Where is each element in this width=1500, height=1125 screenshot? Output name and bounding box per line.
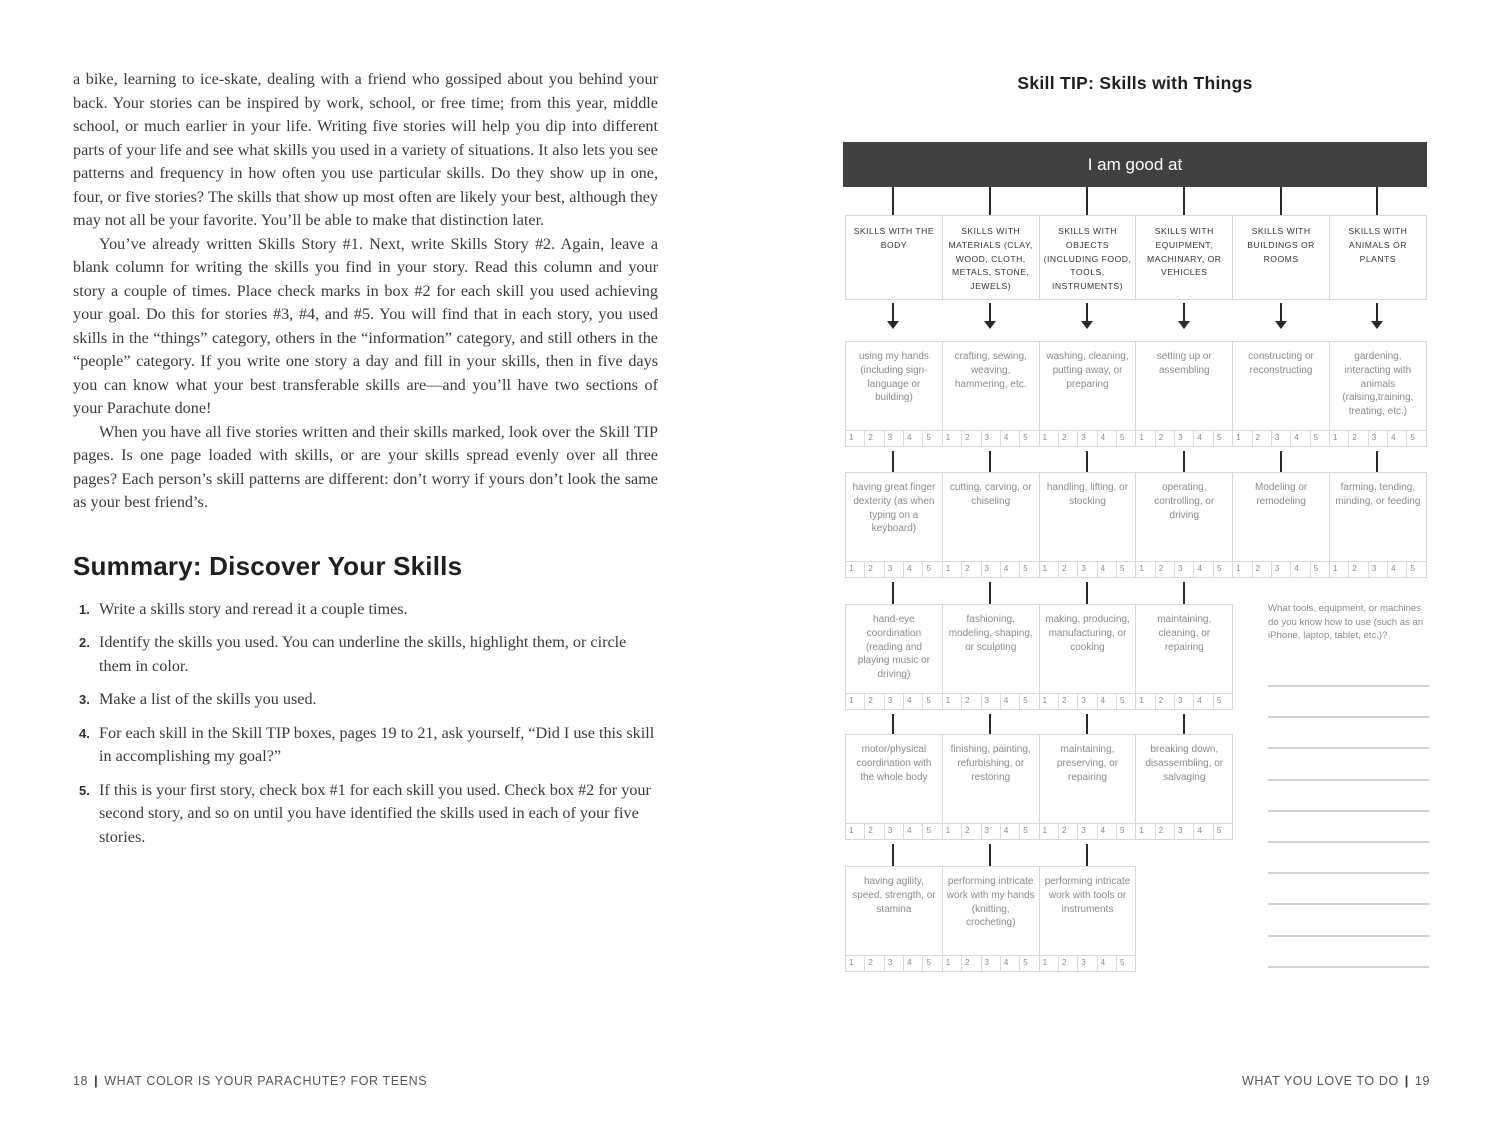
connector-line	[892, 451, 894, 472]
story-checkbox[interactable]: 5	[1023, 826, 1028, 835]
story-checkbox[interactable]: 2	[1156, 824, 1175, 839]
skill-label: hand-eye coordination (reading and playing music or driving)	[857, 614, 931, 681]
story-checkboxes	[1136, 561, 1232, 577]
skill-label: using my hands (including sign-language or building)	[858, 351, 929, 404]
story-checkbox[interactable]: 5	[1313, 433, 1319, 442]
connector-line	[1280, 303, 1282, 321]
story-checkbox[interactable]: 4	[1001, 431, 1020, 446]
skill-box	[1039, 734, 1137, 840]
story-checkbox[interactable]: 4	[1098, 824, 1117, 839]
summary-item	[73, 779, 658, 850]
story-checkboxes	[1233, 430, 1329, 446]
story-checkbox[interactable]: 3	[982, 562, 1001, 577]
arrow-down-icon	[1275, 321, 1287, 329]
arrow-down-icon	[984, 321, 996, 329]
connector-line	[989, 451, 991, 472]
story-checkbox[interactable]: 5	[1313, 564, 1319, 573]
story-checkbox[interactable]: 3	[885, 956, 904, 971]
story-checkbox[interactable]: 2	[1156, 562, 1175, 577]
story-checkbox[interactable]: 1	[846, 562, 865, 577]
summary-item-number: 2.	[79, 635, 90, 650]
arrow-down-icon	[1081, 321, 1093, 329]
story-checkbox[interactable]: 3	[1078, 431, 1097, 446]
connector-line	[1280, 451, 1282, 472]
story-checkbox[interactable]: 4	[904, 694, 923, 709]
story-checkbox[interactable]: 5	[1120, 958, 1125, 967]
story-checkboxes	[1040, 430, 1136, 446]
summary-item-number: 5.	[79, 782, 90, 798]
summary-item-number: 4.	[79, 725, 90, 741]
story-checkboxes	[1040, 693, 1136, 709]
story-checkbox[interactable]: 2	[1253, 431, 1272, 446]
skill-label: setting up or assembling	[1156, 351, 1212, 376]
story-checkbox[interactable]: 3	[885, 824, 904, 839]
story-checkbox[interactable]: 2	[1349, 431, 1368, 446]
skill-label: crafting, sewing, weaving, hammering, etc.	[954, 351, 1027, 390]
story-checkbox[interactable]: 1	[1136, 694, 1155, 709]
connector-line	[989, 303, 991, 321]
story-checkbox[interactable]: 1	[1330, 562, 1349, 577]
story-checkbox[interactable]: 1	[1233, 431, 1252, 446]
story-checkbox[interactable]: 1	[1330, 431, 1349, 446]
story-checkbox[interactable]: 3	[1175, 694, 1194, 709]
connector-line	[989, 714, 991, 734]
story-checkbox[interactable]: 5	[1410, 564, 1415, 573]
answer-line[interactable]	[1268, 966, 1429, 968]
summary-item	[73, 688, 658, 712]
story-checkboxes	[846, 823, 942, 839]
story-checkbox[interactable]: 3	[1078, 694, 1097, 709]
skill-box	[1135, 341, 1233, 447]
skill-label: having agility, speed, strength, or stamina	[852, 876, 936, 915]
story-checkbox[interactable]: 2	[865, 431, 884, 446]
story-checkbox[interactable]: 2	[865, 824, 884, 839]
left-page	[73, 68, 658, 859]
story-checkbox[interactable]: 1	[846, 824, 865, 839]
summary-item-text: For each skill in the Skill TIP boxes, pages 19 to 21, ask yourself, “Did I use this skill in accomplishing my goal?”	[99, 723, 655, 765]
story-checkbox[interactable]: 3	[1078, 562, 1097, 577]
story-checkbox[interactable]: 5	[1120, 826, 1125, 835]
category-box: SKILLS WITH THE BODY	[845, 215, 943, 300]
story-checkbox[interactable]: 4	[1001, 824, 1020, 839]
story-checkboxes	[1233, 561, 1329, 577]
connector-line	[1280, 187, 1282, 215]
story-checkboxes	[846, 561, 942, 577]
story-checkbox[interactable]: 2	[865, 956, 884, 971]
story-checkbox[interactable]: 5	[926, 564, 931, 573]
story-checkbox[interactable]: 1	[1136, 431, 1155, 446]
skill-label: finishing, painting, refurbishing, or restoring	[950, 744, 1031, 783]
summary-list	[73, 598, 658, 850]
answer-line[interactable]	[1268, 903, 1429, 905]
story-checkbox[interactable]: 5	[926, 826, 931, 835]
story-checkboxes	[846, 693, 942, 709]
connector-line	[1086, 451, 1088, 472]
story-checkbox[interactable]: 1	[1040, 431, 1059, 446]
connector-line	[989, 844, 991, 866]
story-checkbox[interactable]: 4	[1388, 562, 1407, 577]
story-checkbox[interactable]: 3	[982, 694, 1001, 709]
connector-line	[1086, 844, 1088, 866]
story-checkbox[interactable]: 5	[1023, 958, 1028, 967]
story-checkbox[interactable]: 4	[1194, 694, 1213, 709]
story-checkbox[interactable]: 1	[1233, 562, 1252, 577]
skill-label: washing, cleaning, putting away, or preparing	[1046, 351, 1129, 390]
connector-line	[892, 582, 894, 604]
story-checkboxes	[1040, 561, 1136, 577]
story-checkbox[interactable]: 3	[1078, 824, 1097, 839]
story-checkboxes	[943, 823, 1039, 839]
skill-label: handling, lifting, or stocking	[1046, 482, 1129, 507]
skill-label: Modeling or remodeling	[1254, 482, 1308, 507]
skill-box	[942, 604, 1040, 710]
story-checkbox[interactable]: 1	[943, 694, 962, 709]
connector-line	[1183, 303, 1185, 321]
story-checkbox[interactable]: 5	[1216, 433, 1222, 442]
running-title: WHAT COLOR IS YOUR PARACHUTE? FOR TEENS	[104, 1074, 428, 1088]
summary-item	[73, 722, 658, 769]
story-checkboxes	[1330, 430, 1426, 446]
story-checkbox[interactable]: 4	[1098, 956, 1117, 971]
story-checkbox[interactable]: 3	[982, 956, 1001, 971]
page-number: 18	[73, 1074, 89, 1088]
skill-label: performing intricate work with my hands (knitting, crocheting)	[946, 876, 1035, 929]
story-checkbox[interactable]: 5	[1120, 433, 1125, 442]
story-checkbox[interactable]: 1	[943, 562, 962, 577]
story-checkbox[interactable]: 3	[1175, 431, 1194, 446]
story-checkboxes	[943, 955, 1039, 971]
skill-box	[1135, 604, 1233, 710]
connector-line	[989, 187, 991, 215]
skill-box	[1039, 472, 1137, 578]
story-checkbox[interactable]: 3	[1369, 431, 1388, 446]
skill-label: fashioning, modeling, shaping, or sculpting	[948, 614, 1033, 653]
story-checkboxes	[1136, 693, 1232, 709]
story-checkbox[interactable]: 5	[1023, 433, 1028, 442]
story-checkbox[interactable]: 5	[926, 958, 931, 967]
body-paragraph-2: You’ve already written Skills Story #1. Next, write Skills Story #2. Again, leave a blank column for writing the skills you find in your story. Read this column and your story a couple of times. Place check marks in box #2 for each skill you used achieving your goal. Do this for stories #3, #4, and #5. You will find that in each story, you used skills in the “things” category, others in the “information” category, and still others in the “people” category. If you write one story a day and fill in your skills, then in five days you can know what your best transferable skills are—and you’ll have two sections of your Parachute done!	[73, 234, 658, 417]
summary-item-text: Make a list of the skills you used.	[99, 690, 317, 708]
connector-line	[892, 714, 894, 734]
skill-label: gardening, interacting with animals (raising,training, treating, etc.)	[1342, 351, 1414, 418]
story-checkbox[interactable]: 4	[1291, 562, 1310, 577]
skill-label: constructing or reconstructing	[1248, 351, 1314, 376]
answer-line[interactable]	[1268, 747, 1429, 749]
connector-line	[1183, 451, 1185, 472]
skill-label: motor/physical coordination with the whole body	[856, 744, 932, 783]
skill-box	[942, 472, 1040, 578]
skill-label: operating, controlling, or driving	[1154, 482, 1215, 521]
story-checkboxes	[943, 430, 1039, 446]
skill-box	[1039, 866, 1137, 972]
story-checkbox[interactable]: 3	[885, 562, 904, 577]
summary-item-text: Write a skills story and reread it a couple times.	[99, 599, 408, 618]
story-checkbox[interactable]: 4	[1098, 562, 1117, 577]
story-checkbox[interactable]: 5	[1216, 564, 1222, 573]
arrow-down-icon	[1178, 321, 1190, 329]
body-paragraph-3: When you have all five stories written and their skills marked, look over the Skill TIP pages. Is one page loaded with skills, or are your skills spread evenly over all three pages? Each person’s skill patterns are different: don’t worry if yours don’t look the same as your best friend’s.	[73, 422, 658, 511]
connector-line	[989, 582, 991, 604]
skill-box	[1135, 472, 1233, 578]
story-checkbox[interactable]: 4	[904, 824, 923, 839]
left-page-footer	[73, 1074, 427, 1088]
story-checkboxes	[943, 561, 1039, 577]
story-checkbox[interactable]: 2	[962, 431, 981, 446]
answer-line[interactable]	[1268, 810, 1429, 812]
answer-line[interactable]	[1268, 935, 1429, 937]
story-checkbox[interactable]: 2	[1253, 562, 1272, 577]
skill-label: cutting, carving, or chiseling	[949, 482, 1032, 507]
right-page-footer	[1242, 1074, 1430, 1088]
skill-box	[845, 866, 943, 972]
story-checkbox[interactable]: 5	[1120, 564, 1125, 573]
story-checkbox[interactable]: 2	[962, 956, 981, 971]
skill-box	[845, 604, 943, 710]
story-checkbox[interactable]: 2	[1349, 562, 1368, 577]
story-checkbox[interactable]: 2	[1059, 694, 1078, 709]
story-checkbox[interactable]: 2	[962, 562, 981, 577]
story-checkbox[interactable]: 5	[926, 433, 931, 442]
connector-line	[892, 303, 894, 321]
skill-label: maintaining, cleaning, or repairing	[1157, 614, 1212, 653]
summary-item-number: 1.	[79, 601, 90, 617]
story-checkbox[interactable]: 5	[926, 696, 931, 705]
story-checkbox[interactable]: 1	[1136, 824, 1155, 839]
page-number: 19	[1414, 1074, 1430, 1088]
story-checkbox[interactable]: 4	[904, 431, 923, 446]
answer-line[interactable]	[1268, 779, 1429, 781]
connector-line	[1376, 187, 1378, 215]
skill-box	[942, 866, 1040, 972]
story-checkbox[interactable]: 1	[846, 431, 865, 446]
skill-label: maintaining, preserving, or repairing	[1056, 744, 1119, 783]
story-checkbox[interactable]: 4	[904, 956, 923, 971]
story-checkboxes	[1040, 955, 1136, 971]
connector-line	[1376, 451, 1378, 472]
category-box: SKILLS WITH MATERIALS (CLAY, WOOD, CLOTH, METALS, STONE, JEWELS)	[942, 215, 1040, 300]
story-checkboxes	[846, 955, 942, 971]
running-title: WHAT YOU LOVE TO DO	[1241, 1074, 1399, 1088]
connector-line	[1376, 303, 1378, 321]
story-checkbox[interactable]: 3	[885, 431, 904, 446]
skill-box	[845, 472, 943, 578]
story-checkboxes	[943, 693, 1039, 709]
story-checkbox[interactable]: 4	[1001, 562, 1020, 577]
story-checkbox[interactable]: 1	[1040, 824, 1059, 839]
story-checkbox[interactable]: 1	[943, 431, 962, 446]
answer-line[interactable]	[1268, 841, 1429, 843]
skill-label: breaking down, disassembling, or salvaging	[1145, 744, 1224, 783]
connector-line	[1183, 714, 1185, 734]
story-checkbox[interactable]: 5	[1216, 696, 1222, 705]
story-checkbox[interactable]: 2	[962, 694, 981, 709]
connector-line	[1086, 582, 1088, 604]
story-checkbox[interactable]: 3	[1369, 562, 1388, 577]
story-checkbox[interactable]: 4	[1001, 956, 1020, 971]
skill-tip-title: Skill TIP: Skills with Things	[1017, 73, 1253, 93]
answer-line[interactable]	[1268, 685, 1429, 687]
skill-box	[845, 341, 943, 447]
story-checkbox[interactable]: 2	[1059, 562, 1078, 577]
story-checkbox[interactable]: 5	[1410, 433, 1415, 442]
story-checkbox[interactable]: 3	[885, 694, 904, 709]
arrow-down-icon	[1371, 321, 1383, 329]
answer-line[interactable]	[1268, 716, 1429, 718]
skill-box	[1039, 341, 1137, 447]
story-checkbox[interactable]: 4	[904, 562, 923, 577]
summary-item-number: 3.	[79, 692, 90, 707]
story-checkbox[interactable]: 4	[1098, 431, 1117, 446]
skill-box	[1232, 341, 1330, 447]
story-checkbox[interactable]: 4	[1194, 562, 1213, 577]
story-checkbox[interactable]: 2	[865, 562, 884, 577]
body-paragraph-1: a bike, learning to ice-skate, dealing with a friend who gossiped about you behind your back. Your stories can be inspired by work, school, or free time; from this year, middle school, or much earlier in your life. Writing five stories will help you dip into different parts of your life and see what skills you used in a variety of situations. It also lets you see patterns and frequency in how often you use particular skills. Do they show up in one, four, or five stories? The skills that show up most often are likely your best, although they may not all be your favorite. You’ll be able to make that distinction later.	[73, 70, 658, 229]
story-checkbox[interactable]: 2	[1059, 431, 1078, 446]
story-checkbox[interactable]: 2	[865, 694, 884, 709]
summary-item	[73, 631, 658, 678]
story-checkboxes	[846, 430, 942, 446]
footer-separator: |	[1404, 1074, 1409, 1088]
story-checkbox[interactable]: 3	[1078, 956, 1097, 971]
story-checkbox[interactable]: 2	[1059, 824, 1078, 839]
i-am-good-at-banner	[843, 142, 1427, 187]
story-checkbox[interactable]: 5	[1023, 564, 1028, 573]
skill-box	[1135, 734, 1233, 840]
story-checkbox[interactable]: 1	[846, 956, 865, 971]
story-checkbox[interactable]: 1	[1136, 562, 1155, 577]
connector-line	[892, 187, 894, 215]
story-checkbox[interactable]: 3	[982, 431, 1001, 446]
connector-line	[1183, 187, 1185, 215]
connector-line	[1183, 582, 1185, 604]
skill-label: performing intricate work with tools or instruments	[1044, 876, 1131, 915]
story-checkbox[interactable]: 1	[943, 824, 962, 839]
connector-line	[1086, 187, 1088, 215]
category-box: SKILLS WITH BUILDINGS OR ROOMS	[1232, 215, 1330, 300]
skill-label: farming, tending, minding, or feeding	[1335, 482, 1421, 507]
story-checkbox[interactable]: 3	[1272, 562, 1291, 577]
story-checkbox[interactable]: 1	[943, 956, 962, 971]
skill-box	[1329, 472, 1427, 578]
story-checkbox[interactable]: 1	[846, 694, 865, 709]
skill-label: making, producing, manufacturing, or cooking	[1045, 614, 1130, 653]
story-checkboxes	[1136, 430, 1232, 446]
story-checkbox[interactable]: 5	[1023, 696, 1028, 705]
category-box: SKILLS WITH EQUIPMENT, MACHINARY, OR VEHICLES	[1135, 215, 1233, 300]
answer-line[interactable]	[1268, 872, 1429, 874]
story-checkbox[interactable]: 4	[1194, 431, 1213, 446]
story-checkbox[interactable]: 5	[1216, 826, 1222, 835]
skill-box	[1039, 604, 1137, 710]
footer-separator: |	[94, 1074, 99, 1088]
connector-line	[892, 844, 894, 866]
story-checkboxes	[1136, 823, 1232, 839]
story-checkbox[interactable]: 5	[1120, 696, 1125, 705]
summary-item-text: If this is your first story, check box #1 for each skill you used. Check box #2 for your second story, and so on until you have identified the skills used in each of your five stories.	[99, 780, 651, 846]
story-checkbox[interactable]: 1	[1040, 956, 1059, 971]
story-checkbox[interactable]: 1	[1040, 562, 1059, 577]
story-checkbox[interactable]: 2	[1059, 956, 1078, 971]
skill-box	[845, 734, 943, 840]
skill-box	[942, 341, 1040, 447]
tools-question: What tools, equipment, or machines do you know how to use (such as an iPhone, laptop, tablet, etc.)?	[1268, 603, 1424, 642]
story-checkbox[interactable]: 2	[962, 824, 981, 839]
skill-box	[1329, 341, 1427, 447]
connector-line	[1086, 714, 1088, 734]
summary-heading: Summary: Discover Your Skills	[73, 550, 463, 581]
story-checkboxes	[1330, 561, 1426, 577]
story-checkbox[interactable]: 4	[1388, 431, 1407, 446]
skill-box	[1232, 472, 1330, 578]
story-checkbox[interactable]: 1	[1040, 694, 1059, 709]
story-checkbox[interactable]: 3	[1272, 431, 1291, 446]
story-checkbox[interactable]: 3	[1175, 562, 1194, 577]
skill-box	[942, 734, 1040, 840]
category-box: SKILLS WITH OBJECTS (INCLUDING FOOD, TOOLS, INSTRUMENTS)	[1039, 215, 1137, 300]
skill-label: having great finger dexterity (as when typing on a keyboard)	[852, 482, 936, 535]
story-checkboxes	[1040, 823, 1136, 839]
story-checkbox[interactable]: 2	[1156, 431, 1175, 446]
story-checkbox[interactable]: 4	[1291, 431, 1310, 446]
story-checkbox[interactable]: 4	[1001, 694, 1020, 709]
story-checkbox[interactable]: 3	[1175, 824, 1194, 839]
category-box: SKILLS WITH ANIMALS OR PLANTS	[1329, 215, 1427, 300]
banner-label: I am good at	[1087, 154, 1183, 174]
story-checkbox[interactable]: 4	[1098, 694, 1117, 709]
story-checkbox[interactable]: 4	[1194, 824, 1213, 839]
summary-item-text: Identify the skills you used. You can underline the skills, highlight them, or circle them in color.	[99, 633, 627, 675]
story-checkbox[interactable]: 3	[982, 824, 1001, 839]
arrow-down-icon	[887, 321, 899, 329]
connector-line	[1086, 303, 1088, 321]
summary-item	[73, 598, 658, 622]
story-checkbox[interactable]: 2	[1156, 694, 1175, 709]
